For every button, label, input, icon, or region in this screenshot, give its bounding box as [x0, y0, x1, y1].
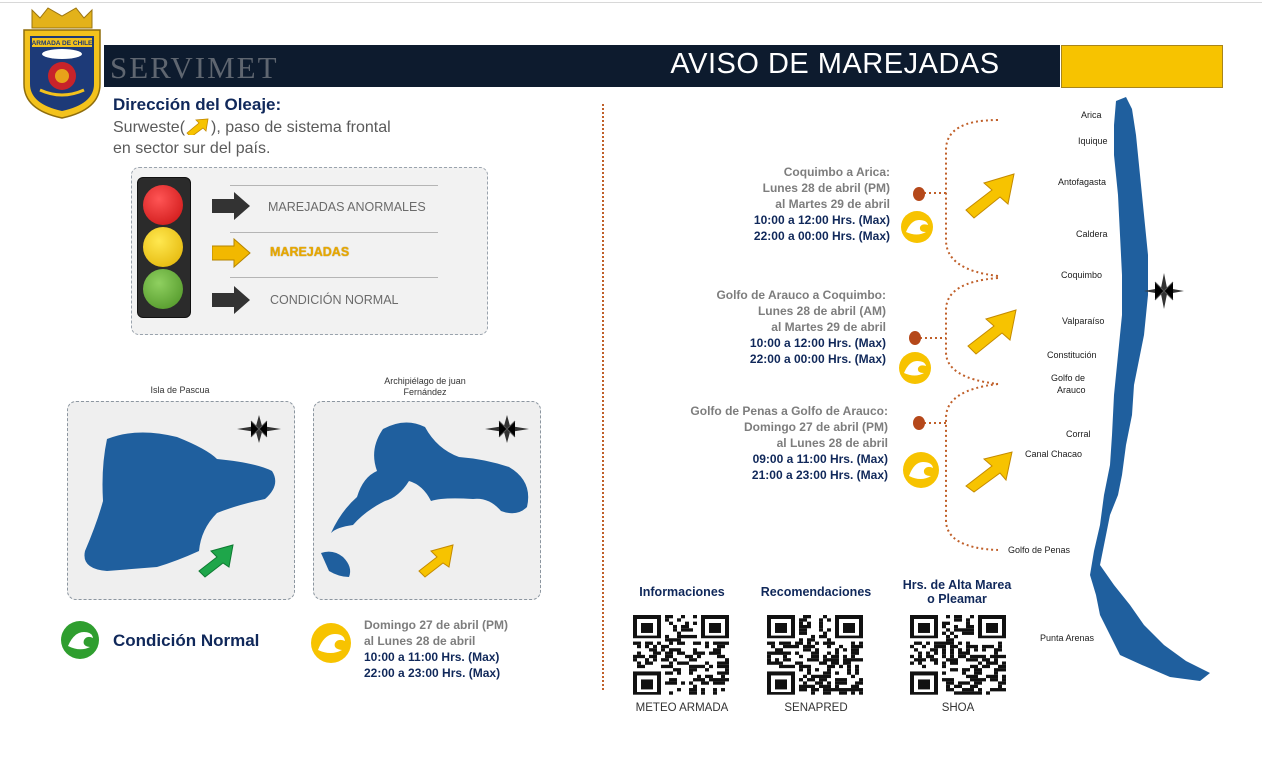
qr-title-recomendaciones: Recomendaciones: [760, 585, 872, 599]
page-title: AVISO DE MAREJADAS: [670, 48, 1000, 80]
qr-title-informaciones: Informaciones: [639, 585, 725, 599]
condition-normal-label: Condición Normal: [113, 631, 260, 650]
arrow-right-icon: [212, 237, 252, 269]
zone-schedule-3: [648, 403, 888, 483]
legend-label-anormales: MAREJADAS ANORMALES: [268, 200, 426, 214]
section-divider: [602, 104, 604, 690]
direction-heading: Dirección del Oleaje:: [113, 95, 282, 114]
zone3-line5: 21:00 a 23:00 Hrs. (Max): [751, 468, 888, 482]
qr-label-shoa: SHOA: [941, 702, 975, 714]
brand-name: SERVIMET: [110, 50, 279, 85]
zone2-line2: Lunes 28 de abril (AM): [757, 304, 886, 318]
island-schedule-line4: 22:00 a 23:00 Hrs. (Max): [364, 666, 501, 680]
zone-schedule-1: [660, 164, 890, 244]
zone1-line2: Lunes 28 de abril (PM): [762, 181, 890, 195]
arrow-right-icon: [212, 190, 252, 222]
place-corral: Corral: [1066, 429, 1091, 439]
legend-divider: [230, 277, 438, 278]
place-canal-chacao: Canal Chacao: [1025, 449, 1083, 459]
wave-icon: [902, 451, 940, 489]
island-label-jf-line2: Fernández: [403, 387, 447, 397]
wave-icon: [60, 620, 100, 660]
traffic-light: [137, 177, 191, 318]
zone3-line4: 09:00 a 11:00 Hrs. (Max): [752, 452, 888, 466]
zone-schedule-2: [656, 287, 886, 367]
qr-label-meteo: METEO ARMADA: [635, 702, 729, 714]
island-map-juan-fernandez: [313, 401, 539, 598]
zone3-line2: Domingo 27 de abril (PM): [743, 420, 888, 434]
direction-arrow-icon: [964, 306, 1020, 356]
legend-label-normal: CONDICIÓN NORMAL: [270, 293, 399, 307]
wave-icon: [900, 210, 934, 244]
place-valparaiso: Valparaíso: [1062, 316, 1105, 326]
place-antofagasta: Antofagasta: [1058, 177, 1107, 187]
zone-marker-2: [909, 331, 921, 345]
island-label-pascua: Isla de Pascua: [150, 385, 210, 395]
compass-rose-icon: [237, 415, 281, 443]
wave-icon: [898, 351, 932, 385]
place-golfo-de-penas: Golfo de Penas: [1008, 545, 1071, 555]
qr-code-senapred[interactable]: [767, 615, 863, 695]
island-schedule-line3: 10:00 a 11:00 Hrs. (Max): [364, 650, 500, 664]
island-label-jf-line1: Archipiélago de juan: [384, 376, 466, 386]
zone1-line1: Coquimbo a Arica:: [783, 165, 890, 179]
green-light: [143, 269, 183, 309]
zone2-line3: al Martes 29 de abril: [771, 320, 886, 334]
island-label-juan-fernandez: [350, 376, 500, 398]
zone2-line5: 22:00 a 00:00 Hrs. (Max): [749, 352, 886, 366]
zone1-line4: 10:00 a 12:00 Hrs. (Max): [753, 213, 890, 227]
direction-arrow-icon: [185, 117, 211, 135]
island-map-pascua: [67, 401, 293, 598]
direction-arrow-icon: [962, 170, 1018, 220]
qr-title-mareas-line2: o Pleamar: [927, 592, 987, 606]
place-arica: Arica: [1081, 110, 1102, 120]
legend-label-marejadas: MAREJADAS: [270, 245, 350, 259]
island-schedule-line1: Domingo 27 de abril (PM): [364, 618, 509, 632]
arrow-right-icon: [212, 284, 252, 316]
island-schedule: [364, 617, 508, 681]
zone3-line3: al Lunes 28 de abril: [776, 436, 888, 450]
zone-marker-3: [913, 416, 925, 430]
place-caldera: Caldera: [1076, 229, 1108, 239]
direction-text: [113, 117, 443, 159]
place-golfo-de: Golfo de: [1051, 373, 1086, 383]
direction-arrow-icon: [962, 448, 1018, 494]
yellow-light: [143, 227, 183, 267]
zone-marker-1: [913, 187, 925, 201]
place-constitucion: Constitución: [1047, 350, 1097, 360]
place-arauco: Arauco: [1057, 385, 1086, 395]
wave-icon: [310, 622, 352, 664]
zone1-line3: al Martes 29 de abril: [775, 197, 890, 211]
svg-text:ARMADA DE CHILE: ARMADA DE CHILE: [31, 40, 93, 47]
direction-arrow-icon: [419, 545, 453, 577]
direction-arrow-icon: [199, 545, 233, 577]
alert-level-box: [1061, 45, 1223, 88]
qr-title-mareas-line1: Hrs. de Alta Marea: [902, 578, 1012, 592]
red-light: [143, 185, 183, 225]
legend-divider: [230, 185, 438, 186]
island-schedule-line2: al Lunes 28 de abril: [364, 634, 476, 648]
qr-label-senapred: SENAPRED: [784, 702, 848, 714]
qr-title-mareas: [888, 578, 1026, 606]
zone2-line1: Golfo de Arauco a Coquimbo:: [716, 288, 886, 302]
zone2-line4: 10:00 a 12:00 Hrs. (Max): [749, 336, 886, 350]
place-coquimbo: Coquimbo: [1061, 270, 1103, 280]
top-border: [0, 2, 1262, 3]
zone3-line1: Golfo de Penas a Golfo de Arauco:: [690, 404, 888, 418]
qr-code-shoa[interactable]: [910, 615, 1006, 695]
place-iquique: Iquique: [1078, 136, 1108, 146]
qr-code-meteo[interactable]: [633, 615, 729, 695]
direction-text-post: ), paso de sistema frontal: [211, 119, 391, 136]
direction-text-line2: en sector sur del país.: [113, 140, 271, 157]
zone1-line5: 22:00 a 00:00 Hrs. (Max): [753, 229, 890, 243]
place-punta-arenas: Punta Arenas: [1040, 633, 1095, 643]
legend-divider: [230, 232, 438, 233]
compass-rose-icon: [485, 415, 529, 443]
compass-rose-icon: [1144, 273, 1184, 309]
direction-text-pre: Surweste(: [113, 119, 186, 136]
crest-logo: [18, 4, 106, 120]
